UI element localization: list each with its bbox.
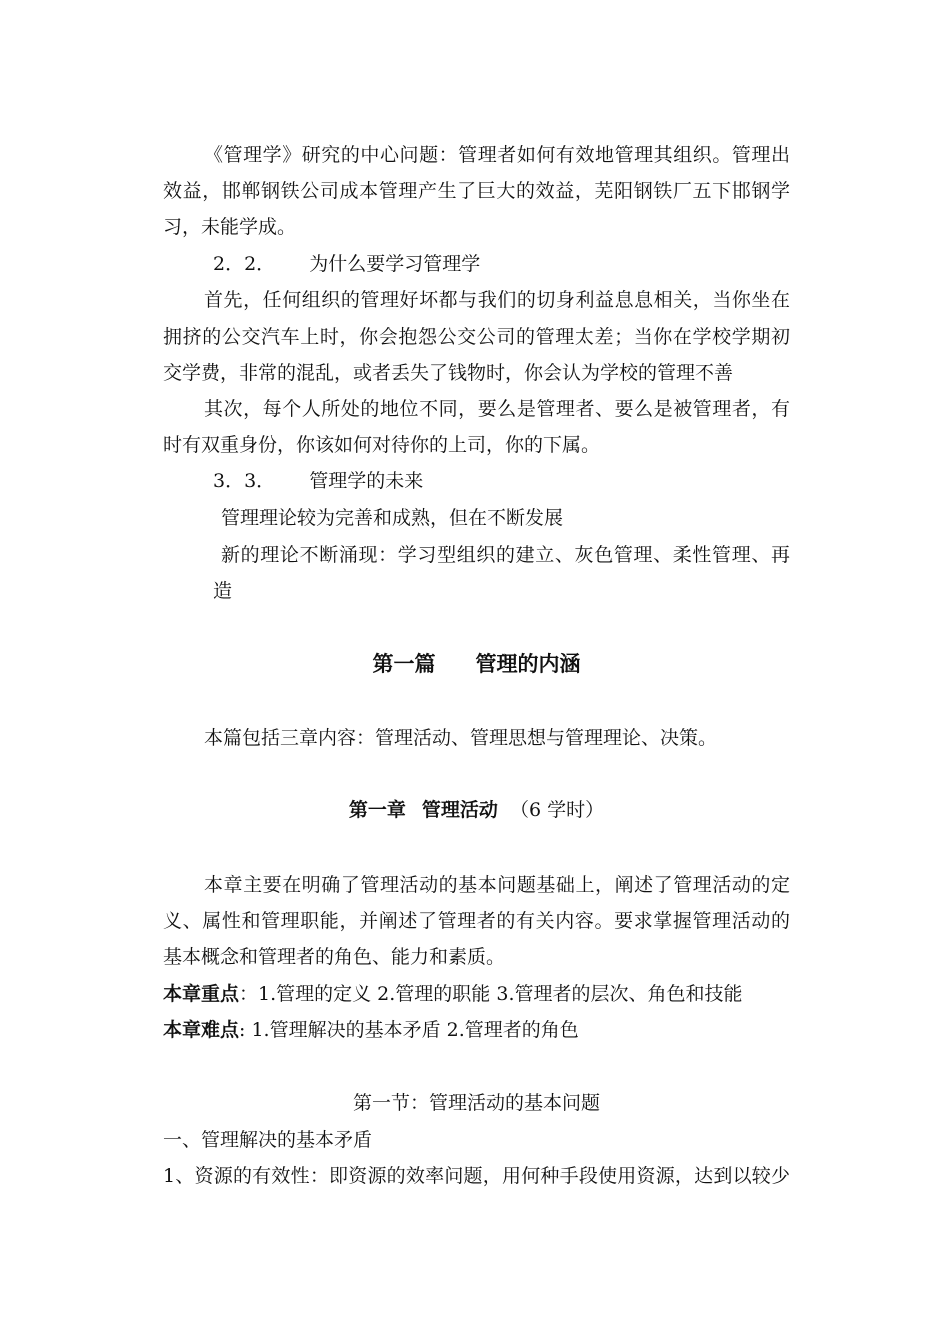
chapter-summary-line2: 义、属性和管理职能，并阐述了管理者的有关内容。要求掌握管理活动的 [163, 910, 790, 932]
intro-para3-line1: 其次，每个人所处的地位不同，要么是管理者、要么是被管理者，有 [204, 398, 790, 420]
part-summary: 本篇包括三章内容：管理活动、管理思想与管理理论、决策。 [204, 727, 718, 749]
difficult-points-text: : 1.管理解决的基本矛盾 2.管理者的角色 [239, 1019, 579, 1041]
section-2-title: 为什么要学习管理学 [309, 253, 481, 275]
section-3-heading [213, 467, 423, 495]
intro-para1-line1: 《管理学》研究的中心问题：管理者如何有效地管理其组织。管理出 [204, 144, 790, 166]
chapter-summary-line1: 本章主要在明确了管理活动的基本问题基础上，阐述了管理活动的定 [204, 874, 790, 896]
section1-title: 第一节：管理活动的基本问题 [352, 1092, 600, 1114]
chapter-summary-line3: 基本概念和管理者的角色、能力和素质。 [163, 946, 506, 968]
difficult-points-label: 本章难点 [163, 1019, 240, 1041]
chapter-heading [163, 796, 790, 824]
intro-para2-line1: 首先，任何组织的管理好坏都与我们的切身利益息息相关，当你坐在 [204, 289, 790, 311]
key-points-label: 本章重点 [163, 983, 240, 1005]
chapter-title: 管理活动 [421, 799, 498, 821]
part-heading [163, 649, 790, 679]
section-2-heading [213, 250, 480, 278]
intro-para4: 管理理论较为完善和成熟，但在不断发展 [221, 507, 564, 529]
section-3-number: 3．3． [213, 470, 276, 492]
chapter-difficult-points [163, 1016, 579, 1044]
chapter-key-points [163, 980, 742, 1008]
intro-para5-line1: 新的理论不断涌现：学习型组织的建立、灰色管理、柔性管理、再 [221, 544, 790, 566]
intro-para2-line2: 拥挤的公交汽车上时，你会抱怨公交公司的管理太差；当你在学校学期初 [163, 326, 790, 348]
part-title: 管理的内涵 [475, 651, 581, 676]
part-number: 第一篇 [372, 651, 436, 676]
intro-para1-line3: 习，未能学成。 [163, 216, 297, 238]
chapter-number: 第一章 [348, 799, 406, 821]
section-3-title: 管理学的未来 [309, 470, 424, 492]
key-points-text: ：1.管理的定义 2.管理的职能 3.管理者的层次、角色和技能 [239, 983, 743, 1005]
chapter-hours: （6 学时） [509, 799, 605, 821]
section-2-number: 2．2． [213, 253, 276, 275]
intro-para1-line2: 效益，邯郸钢铁公司成本管理产生了巨大的效益，芜阳钢铁厂五下邯钢学 [163, 180, 790, 202]
intro-para2-line3: 交学费，非常的混乱，或者丢失了钱物时，你会认为学校的管理不善 [163, 362, 734, 384]
section1-item1: 1、资源的有效性：即资源的效率问题，用何种手段使用资源，达到以较少 [163, 1165, 790, 1187]
intro-para5-line2: 造 [213, 580, 233, 602]
intro-para3-line2: 时有双重身份，你该如何对待你的上司，你的下属。 [163, 434, 601, 456]
section1-sub1: 一、管理解决的基本矛盾 [163, 1129, 373, 1151]
